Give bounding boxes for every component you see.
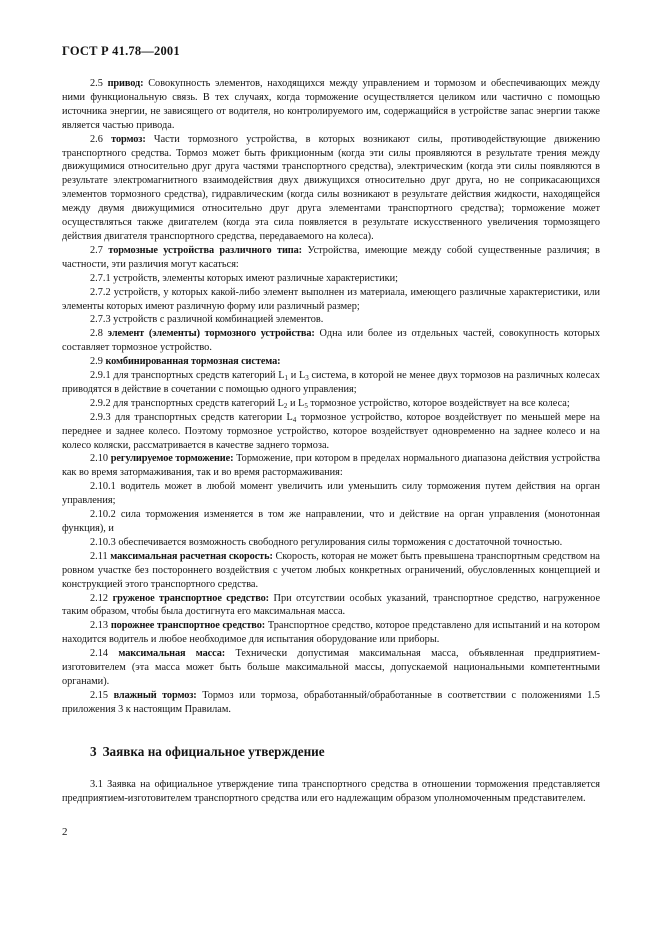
term: максимальная масса: [118, 648, 226, 660]
section-3-heading [90, 744, 325, 760]
document-code-header: ГОСТ Р 41.78—2001 [62, 44, 180, 58]
paragraph-3-1: 3.1 Заявка на официальное утверждение типа транспортного средства в отношении торможения представляется предприятием-изготовителем транспортного средства или его надлежащим образом уполномоченным представителем. [62, 779, 600, 804]
term: привод: [107, 78, 144, 89]
paragraph-2-14: 2.14 максимальная масса: Технически допустимая максимальная масса, объявленная предприятием-изготовителем (эта масса может быть больше максимальной массы, допускаемой национальными компетентными органами). [62, 648, 600, 687]
term: элемент (элементы) тормозного устройства: [107, 328, 315, 340]
term: влажный тормоз: [113, 689, 197, 701]
term: тормозные устройства различного типа: [108, 244, 303, 256]
page-number: 2 [62, 826, 68, 838]
term: порожнее транспортное средство: [110, 620, 266, 632]
definitions-body [62, 77, 600, 717]
paragraph-2-7: 2.7 тормозные устройства различного типа: Устройства, имеющие между собой существенные различия; в частности, эти различия могут касаться: [62, 244, 601, 270]
term: максимальная расчетная скорость: [110, 550, 273, 562]
paragraph-2-7-2: 2.7.2 устройств, у которых какой-либо элемент выполнен из материала, имеющего различные характеристики, или элементы которых имеют различную форму или различный размер; [62, 286, 600, 312]
paragraph-2-9-2: 2.9.2 для транспортных средств категорий $L_2$ и $L_5$ тормозное устройство, которое воздействует на все колеса; [90, 397, 570, 410]
paragraph-2-5: 2.5 привод: Совокупность элементов, находящихся между управлением и тормозом и обеспечивающих между ними функциональную связь. В тех случаях, когда торможение осуществляется целиком или частично с помощью источника энергии, не зависящего от водителя, но контролируемого им, содержащийся в устройстве запас энергии также является частью привода. [62, 78, 600, 131]
paragraph-2-10-1: 2.10.1 водитель может в любой момент увеличить или уменьшить силу торможения путем действия на орган управления; [62, 481, 601, 507]
paragraph-2-6: 2.6 тормоз: Части тормозного устройства, в которых возникают силы, противодействующие движению транспортного средства. Тормоз может быть фрикционным (когда эти силы проявляются в результате трения между движущимися относительно друг друга частями транспортного средства), электрическим (когда эти силы появляются в результате электромагнитного взаимодействия двух движущихся относительно друг друга, но не соприкасающихся элементов тормозного средства), гидравлическим (когда силы возникают в результате действия жидкости, находящейся между двумя движущимися относительно друг друга элементами транспортного средства); торможение может осуществляться также двигателем (когда эта сила появляется в результате искусственного увеличения тормозящего действия двигателя транспортного средства, передаваемого на колеса). [62, 133, 601, 242]
paragraph-2-9-1: 2.9.1 для транспортных средств категорий $L_1$ и $L_3$ система, в которой не менее двух тормозов на различных колесах приводятся в действие в сочетании с помощью одного управления; [62, 370, 601, 395]
term: комбинированная тормозная система: [105, 356, 281, 368]
paragraph-2-7-3: 2.7.3 устройств с различной комбинацией элементов. [90, 314, 324, 326]
paragraph-2-10: 2.10 регулируемое торможение: Торможение, при котором в пределах нормального диапазона действия устройства как во время затормаживания, так и во время растормаживания: [62, 453, 601, 479]
paragraph-2-8: 2.8 элемент (элементы) тормозного устройства: Одна или более из отдельных частей, совокупность которых составляет тормозное устройство. [62, 328, 600, 354]
term: тормоз: [111, 133, 146, 145]
paragraph-2-10-2: 2.10.2 сила торможения изменяется в том же направлении, что и действие на орган управления (монотонная функция), и [62, 509, 600, 534]
term: груженое транспортное средство: [112, 592, 269, 604]
paragraph-2-9-3: 2.9.3 для транспортных средств категории $L_4$ тормозное устройство, которое воздействует по меньшей мере на переднее и заднее колесо. Поэтому тормозное устройство, которое воздействует одновременно на заднее колесо и на колесо коляски, рассматривается в качестве заднего тормоза. [62, 411, 601, 451]
section-title-text: Заявка на официальное утверждение [102, 744, 325, 759]
paragraph-2-7-1: 2.7.1 устройств, элементы которых имеют различные характеристики; [90, 272, 398, 284]
paragraph-2-12: 2.12 груженое транспортное средство: При отсутствии особых указаний, транспортное средство, нагруженное таким образом, чтобы была достигнута его максимальная масса. [62, 592, 601, 618]
paragraph-2-11: 2.11 максимальная расчетная скорость: Скорость, которая не может быть превышена транспортным средством на ровном участке без постороннего воздействия с учетом любых конкретных ограничений, обусловленных концепцией и конструкцией этого транспортного средства. [62, 550, 600, 590]
section-number: 3 [90, 744, 97, 759]
paragraph-2-10-3: 2.10.3 обеспечивается возможность свободного регулирования силы торможения с достаточной точностью. [90, 536, 563, 548]
term: регулируемое торможение: [110, 453, 234, 465]
section-3-body [62, 778, 600, 806]
paragraph-2-13: 2.13 порожнее транспортное средство: Транспортное средство, которое представлено для испытаний и на котором находится водитель и любое необходимое для испытания оборудование или приборы. [62, 620, 601, 646]
paragraph-2-15: 2.15 влажный тормоз: Тормоз или тормоза, обработанный/обработанные в соответствии с положениями 1.5 приложения 3 к настоящим Правилам. [62, 689, 601, 715]
paragraph-2-9: 2.9 комбинированная тормозная система: [90, 356, 281, 368]
